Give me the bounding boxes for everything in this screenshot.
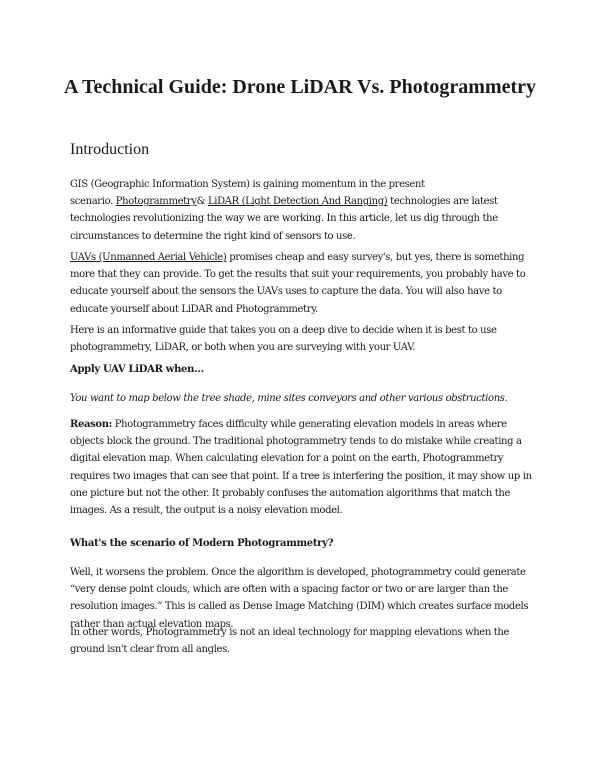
intro-ampersand: & bbox=[196, 196, 208, 208]
uav-paragraph-text: promises cheap and easy survey's, but yes, there is something more that they can provide. To get the results that suit your requirements, you probably have to educate yourself about the sensors the UAVs uses to capture the data. You will also have to educate yourself about LiDAR and Photogrammetry. bbox=[70, 252, 526, 315]
reason-text: Photogrammetry faces difficulty while generating elevation models in areas where objects block the ground. The traditional photogrammetry tends to do mistake while creating a digital elevation map. When calculating elevation for a point on the earth, Photogrammetry requires two images that can see that point. If a tree is interfering the position, it may show up in one picture but not the other. It probably confuses the automation algorithms that match the images. As a result, the output is a noisy elevation model. bbox=[70, 419, 532, 517]
page-title: A Technical Guide: Drone LiDAR Vs. Photogrammetry bbox=[63, 76, 537, 98]
apply-lidar-heading: Apply UAV LiDAR when… bbox=[70, 364, 204, 375]
reason-paragraph bbox=[70, 416, 540, 519]
uav-paragraph bbox=[70, 249, 540, 318]
worsens-paragraph: Well, it worsens the problem. Once the algorithm is developed, photogrammetry could generate “very dense point clouds, which are often with a spacing factor or two or are larger than the resolution images.” This is called as Dense Image Matching (DIM) which creates surface models rather than actual elevation maps. bbox=[70, 567, 529, 630]
introduction-heading: Introduction bbox=[70, 141, 150, 158]
intro-line-1: GIS (Geographic Information System) is gaining momentum in the present bbox=[70, 179, 425, 190]
conclusion-paragraph: In other words, Photogrammetry is not an ideal technology for mapping elevations when the ground isn't clear from all angles. bbox=[70, 627, 510, 656]
reason-label: Reason: bbox=[70, 419, 112, 430]
uav-link[interactable]: UAVs (Unmanned Aerial Vehicle) bbox=[70, 252, 227, 263]
guide-paragraph: Here is an informative guide that takes you on a deep dive to decide when it is best to use photogrammetry, LiDAR, or both when you are surveying with your UAV. bbox=[70, 325, 497, 354]
photogrammetry-link[interactable]: Photogrammetry bbox=[115, 196, 197, 208]
modern-photogrammetry-heading: What's the scenario of Modern Photogrammetry? bbox=[70, 538, 334, 549]
intro-text-post: technologies are latest technologies revolutionizing the way we are working. In this article, let us dig through the circumstances to determine the right kind of sensors to use. bbox=[70, 196, 498, 242]
lidar-link[interactable]: LiDAR (Light Detection And Ranging) bbox=[207, 196, 388, 208]
intro-text-pre: scenario. bbox=[70, 196, 116, 208]
apply-lidar-italic-text: You want to map below the tree shade, mine sites conveyors and other various obstructions. bbox=[70, 393, 508, 404]
intro-paragraph bbox=[70, 176, 540, 245]
